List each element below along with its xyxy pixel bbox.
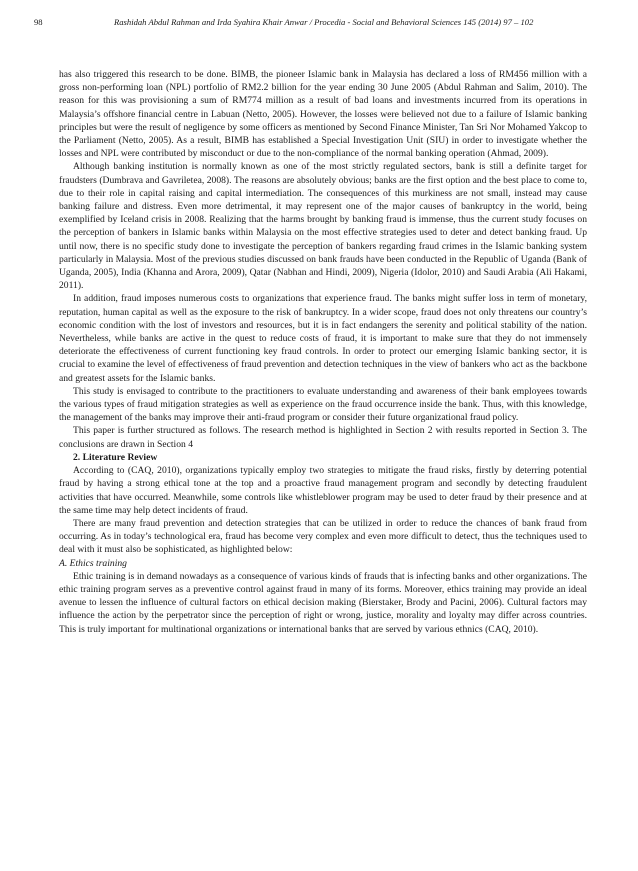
paragraph-caq-strategies: According to (CAQ, 2010), organizations typically employ two strategies to mitigate the fraud risks, firstly by deterring potential fraud by having a strong ethical tone at the top and a proactive fraud management program and secondly by detecting fraudulent activities that have occurred. Meanwhile, some controls like whistleblower program may be used to deter fraud by their presence and at the same time may help detect incidents of fraud.	[59, 465, 587, 516]
paragraph-paper-structure: This paper is further structured as follows. The research method is highlighted in Section 2 with results reported in Section 3. The conclusions are drawn in Section 4	[59, 425, 587, 450]
paragraph-fraud-costs: In addition, fraud imposes numerous costs to organizations that experience fraud. The banks might suffer loss in term of monetary, reputation, human capital as well as the exposure to the risk of bankruptcy. In a wider scope, fraud does not only threatens our country’s economic condition with the lost of investors and resources, but it is in fact endangers the serenity and political stability of the nation. Nevertheless, while banks are active in the quest to reduce costs of fraud, it is important to make sure that they do not immensely deteriorate the effectiveness of current functioning key fraud controls. In order to protect our emerging Islamic banking sector, it is crucial to examine the level of effectiveness of fraud prevention and detection techniques in the view of bankers who act as the backbone and greatest assets for the Islamic banks.	[59, 293, 587, 384]
paragraph-continuation: has also triggered this research to be done. BIMB, the pioneer Islamic bank in Malaysia has declared a loss of RM456 million with a gross non-performing loan (NPL) portfolio of RM2.2 billion for the year ending 30 June 2005 (Abdul Rahman and Salim, 2010). The reason for this was provisioning a sum of RM774 million as a result of bad loans and investments incurred from its operations in Malaysia’s offshore financial centre in Labuan (Netto, 2005). However, the losses were believed not due to a failure of Islamic banking principles but were the result of negligence by some officers as mentioned by Second Finance Minister, Tan Sri Nor Mohamed Yakcop to the Parliament (Netto, 2005). As a result, BIMB has established a Special Investigation Unit (SIU) in order to investigate whether the losses and NPL were contributed by misconduct or due to the non-compliance of the normal banking operation (Ahmad, 2009).	[59, 69, 587, 160]
page-header	[34, 15, 604, 29]
paragraph-study-contribution: This study is envisaged to contribute to the practitioners to evaluate understanding and awareness of their bank employees towards the various types of fraud mitigation strategies as well as experience on the fraud occurrence inside the bank. Thus, with this knowledge, the management of the banks may improve their anti-fraud program or consider their future organizational fraud policy.	[59, 385, 587, 424]
subsection-heading-ethics-training: A. Ethics training	[59, 557, 127, 569]
article-body	[59, 68, 587, 636]
paragraph-ethic-training: Ethic training is in demand nowadays as a consequence of various kinds of frauds that is infecting banks and other organizations. The ethic training program serves as a preventive control against fraud in many of its forms. Moreover, ethics training may provide an ideal avenue to lessen the influence of cultural factors on ethical decision making (Bierstaker, Brody and Pacini, 2006). Cultural factors may influence the action by the perpetrator since the perception of right or wrong, justice, morality and loyalty may differ across countries. This is truly important for multinational organizations or international banks that are served by various ethnics (CAQ, 2010).	[59, 570, 587, 635]
page-number: 98	[34, 17, 43, 27]
section-heading-literature-review: 2. Literature Review	[73, 451, 158, 463]
paragraph-banking-institution: Although banking institution is normally known as one of the most strictly regulated sectors, bank is still a definite target for fraudsters (Dumbrava and Gavriletea, 2008). The reasons are absolutely obvious; banks are the first option and the best place to come to, due to their role in capital raising and capital intermediation. The consequences of this murkiness are not small, instead may cause banking failure and distress. Even more detrimental, it may represent one of the major causes of bankruptcy in the world, being exemplified by Iceland crisis in 2008. Realizing that the harms brought by banking fraud is immense, thus the current study focuses on the perception of bankers in Islamic banks within Malaysia on the most effective strategies used to deter and detect banking fraud. Up until now, there is no specific study done to investigate the perception of bankers regarding fraud crimes in the Islamic banking system particularly in Malaysia. Most of the previous studies discussed on bank frauds have been conducted in the Republic of Uganda (Bank of Uganda, 2005), India (Khanna and Arora, 2009), Qatar (Nabhan and Hindi, 2009), Nigeria (Idolor, 2010) and Saudi Arabia (Ali Hakami, 2011).	[59, 161, 587, 292]
running-head: Rashidah Abdul Rahman and Irda Syahira Khair Anwar / Procedia - Social and Behavioral Sciences 145 (2014) 97 – 102	[114, 17, 534, 27]
paragraph-prevention-detection: There are many fraud prevention and detection strategies that can be utilized in order to reduce the chances of bank fraud from occurring. As in today’s technological era, fraud has become very complex and even more difficult to detect, thus the techniques used to deal with it must also be sophisticated, as highlighted below:	[59, 517, 587, 556]
